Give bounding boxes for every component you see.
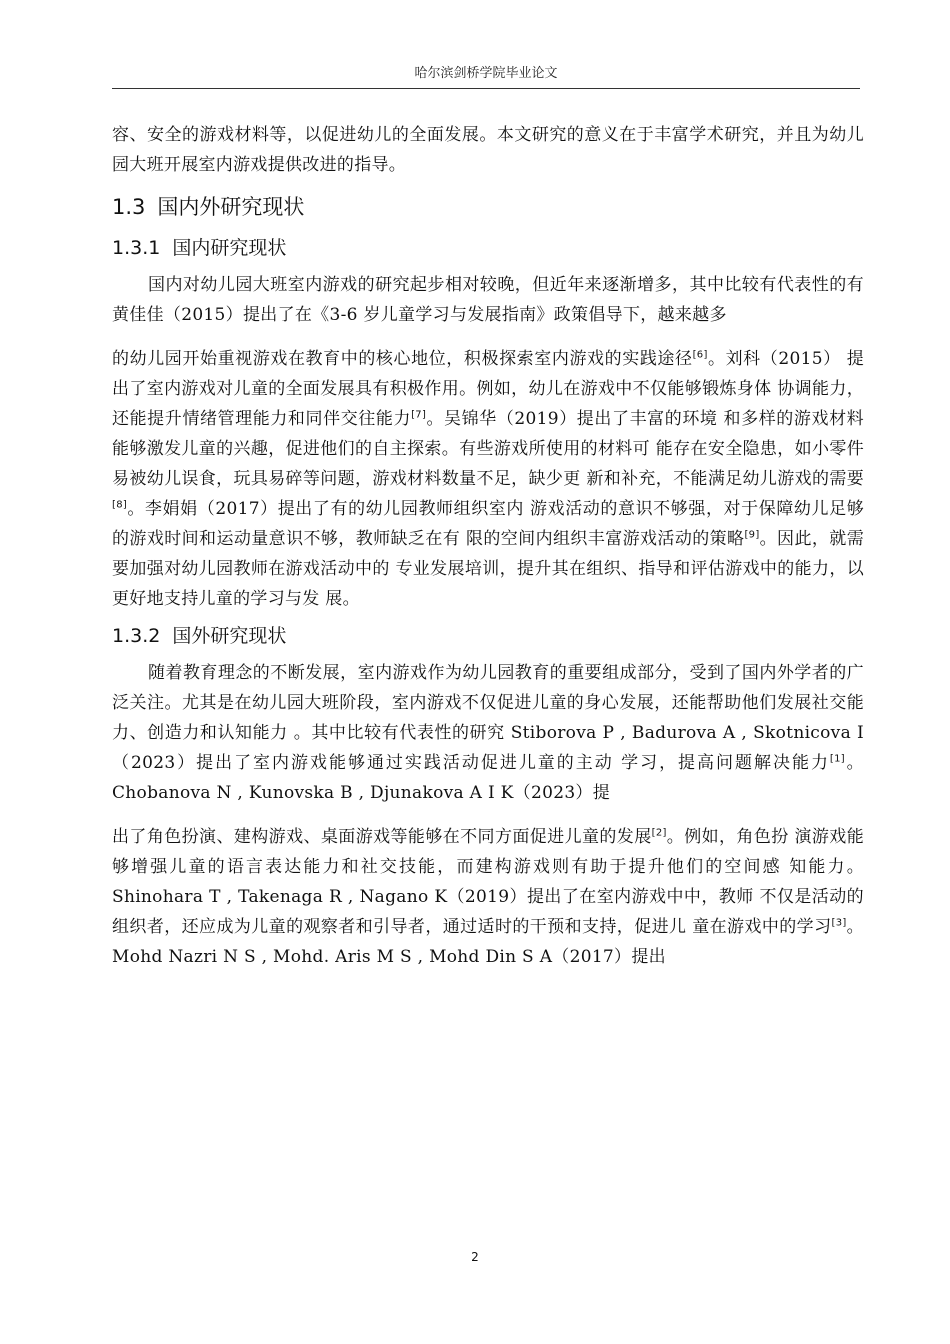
citation[interactable]: [3] <box>831 917 847 929</box>
citation[interactable]: [6] <box>692 349 708 361</box>
page-header: 哈尔滨剑桥学院毕业论文 <box>414 66 558 81</box>
text-run: 。因此，就需要加强对幼儿园教师在游戏活动中的 专业发展培训，提升其在组织、指导和评估游戏中的能力，以更好地支持儿童的学习与发 展。 <box>112 529 864 609</box>
text-run: 。Chobanova N , Kunovska B , Djunakova A I K（2023）提 <box>112 753 864 803</box>
citation[interactable]: [8] <box>112 499 128 511</box>
foreign-paragraph-2 <box>112 822 864 972</box>
section-title: 国内研究现状 <box>172 237 287 259</box>
document-body <box>112 120 864 972</box>
section-number: 1.3.2 <box>112 625 161 647</box>
text-run: 出了角色扮演、建构游戏、桌面游戏等能够在不同方面促进儿童的发展 <box>112 827 652 847</box>
citation[interactable]: [7] <box>411 409 427 421</box>
citation[interactable]: [2] <box>651 827 667 839</box>
header-divider <box>112 88 860 89</box>
citation[interactable]: [1] <box>829 753 845 765</box>
text-run: 。刘科（2015） 提出了室内游戏对儿童的全面发展具有积极作用。例如，幼儿在游戏中不仅能够锻炼身体 协调能力，还能提升情绪管理能力和同伴交往能力 <box>112 349 865 429</box>
text-run: 。例如，角色扮 演游戏能够增强儿童的语言表达能力和社交技能，而建构游戏则有助于提升他们的空间感 知能力。Shinohara T , Takenaga R , Nagano K（2019）提出了在室内游戏中中，教师 不仅是活动的组织者，还应成为儿童的观察者和引导者，通过适时的干预和支持，促进儿 童在游戏中的学习 <box>112 827 864 937</box>
foreign-paragraph-1 <box>112 658 864 808</box>
section-heading-1-3 <box>112 190 864 224</box>
section-title: 国内外研究现状 <box>157 195 305 219</box>
section-number: 1.3.1 <box>112 237 161 259</box>
text-run: 的幼儿园开始重视游戏在教育中的核心地位，积极探索室内游戏的实践途径 <box>112 349 693 369</box>
intro-paragraph: 容、安全的游戏材料等，以促进幼儿的全面发展。本文研究的意义在于丰富学术研究，并且为幼儿园大班开展室内游戏提供改进的指导。 <box>112 125 864 175</box>
section-heading-1-3-2 <box>112 620 864 652</box>
text-run: 。吴锦华（2019）提出了丰富的环境 和多样的游戏材料能够激发儿童的兴趣，促进他们的自主探索。有些游戏所使用的材料可 能存在安全隐患，如小零件易被幼儿误食，玩具易碎等问题，游戏材料数量不足，缺少更 新和补充，不能满足幼儿游戏的需要 <box>112 409 864 489</box>
text-run: 。Mohd Nazri N S , Mohd. Aris M S , Mohd Din S A（2017）提出 <box>112 917 864 967</box>
domestic-paragraph-2 <box>112 344 864 614</box>
text-run: 随着教育理念的不断发展，室内游戏作为幼儿园教育的重要组成部分，受到了国内外学者的广泛关注。尤其是在幼儿园大班阶段，室内游戏不仅促进儿童的身心发展，还能帮助他们发展社交能力、创造力和认知能力 。其中比较有代表性的研究 Stiborova P , Badurova A , Skotnicova I（2023）提出了室内游戏能够通过实践活动促进儿童的主动 学习，提高问题解决能力 <box>112 663 864 773</box>
section-heading-1-3-1 <box>112 232 864 264</box>
domestic-paragraph-1: 国内对幼儿园大班室内游戏的研究起步相对较晚，但近年来逐渐增多，其中比较有代表性的有黄佳佳（2015）提出了在《3-6 岁儿童学习与发展指南》政策倡导下，越来越多 <box>112 275 864 325</box>
section-title: 国外研究现状 <box>172 625 287 647</box>
citation[interactable]: [9] <box>744 529 760 541</box>
section-number: 1.3 <box>112 195 146 219</box>
text-run: 。李娟娟（2017）提出了有的幼儿园教师组织室内 游戏活动的意识不够强，对于保障幼儿足够的游戏时间和运动量意识不够，教师缺乏在有 限的空间内组织丰富游戏活动的策略 <box>112 499 864 549</box>
page-number: 2 <box>471 1250 479 1264</box>
